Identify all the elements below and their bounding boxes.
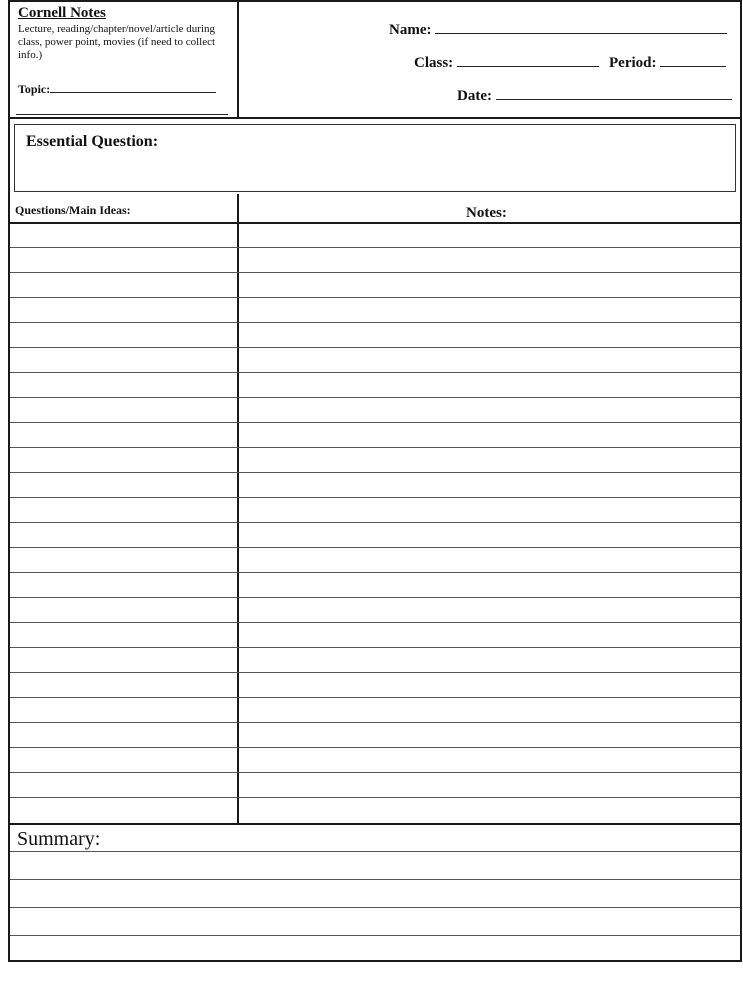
note-row-line: [10, 547, 740, 548]
note-row-line: [10, 622, 740, 623]
note-row-line: [10, 522, 740, 523]
notes-grid-top-border: [10, 222, 740, 224]
topic-label: Topic:: [18, 82, 51, 96]
student-info-panel: [239, 2, 740, 117]
class-field[interactable]: [414, 51, 599, 72]
note-row-line: [10, 722, 740, 723]
essential-question-box[interactable]: [14, 124, 736, 192]
cornell-notes-sheet: [8, 0, 742, 962]
name-label: Name:: [389, 22, 432, 38]
notes-column-header: Notes:: [466, 205, 507, 221]
header-divider: [10, 117, 740, 119]
summary-row-line: [10, 851, 740, 852]
date-field[interactable]: [457, 84, 732, 105]
note-row-line: [10, 247, 740, 248]
column-headers: [10, 198, 740, 224]
note-row-line: [10, 697, 740, 698]
summary-row-line: [10, 879, 740, 880]
note-row-line: [10, 347, 740, 348]
name-blank-line[interactable]: [435, 18, 727, 34]
note-row-line: [10, 422, 740, 423]
questions-column-header: Questions/Main Ideas:: [15, 203, 131, 217]
column-divider: [237, 194, 239, 823]
topic-field[interactable]: [18, 80, 216, 97]
class-label: Class:: [414, 55, 454, 71]
note-row-line: [10, 597, 740, 598]
note-row-line: [10, 447, 740, 448]
essential-question-label: Essential Question:: [26, 133, 159, 150]
topic-blank-line[interactable]: [50, 80, 216, 93]
note-row-line: [10, 322, 740, 323]
summary-divider: [10, 823, 740, 825]
note-row-line: [10, 747, 740, 748]
date-label: Date:: [457, 88, 492, 104]
sheet-description: Lecture, reading/chapter/novel/article during class, power point, movies (if need to collect info.): [18, 23, 216, 61]
note-row-line: [10, 647, 740, 648]
header-info-panel: [10, 2, 239, 117]
period-blank-line[interactable]: [660, 51, 726, 67]
note-row-line: [10, 572, 740, 573]
header-left-underline: [16, 114, 228, 115]
note-row-line: [10, 797, 740, 798]
note-row-line: [10, 472, 740, 473]
note-row-line: [10, 497, 740, 498]
note-row-line: [10, 397, 740, 398]
summary-row-line: [10, 907, 740, 908]
class-blank-line[interactable]: [457, 51, 599, 67]
summary-row-line: [10, 935, 740, 936]
note-row-line: [10, 772, 740, 773]
summary-label: Summary:: [17, 828, 101, 850]
sheet-title: Cornell Notes: [18, 5, 106, 21]
note-row-line: [10, 372, 740, 373]
period-label: Period:: [609, 55, 657, 71]
note-row-line: [10, 672, 740, 673]
date-blank-line[interactable]: [496, 84, 732, 100]
note-row-line: [10, 272, 740, 273]
period-field[interactable]: [609, 51, 726, 72]
name-field[interactable]: [389, 18, 727, 39]
note-row-line: [10, 297, 740, 298]
